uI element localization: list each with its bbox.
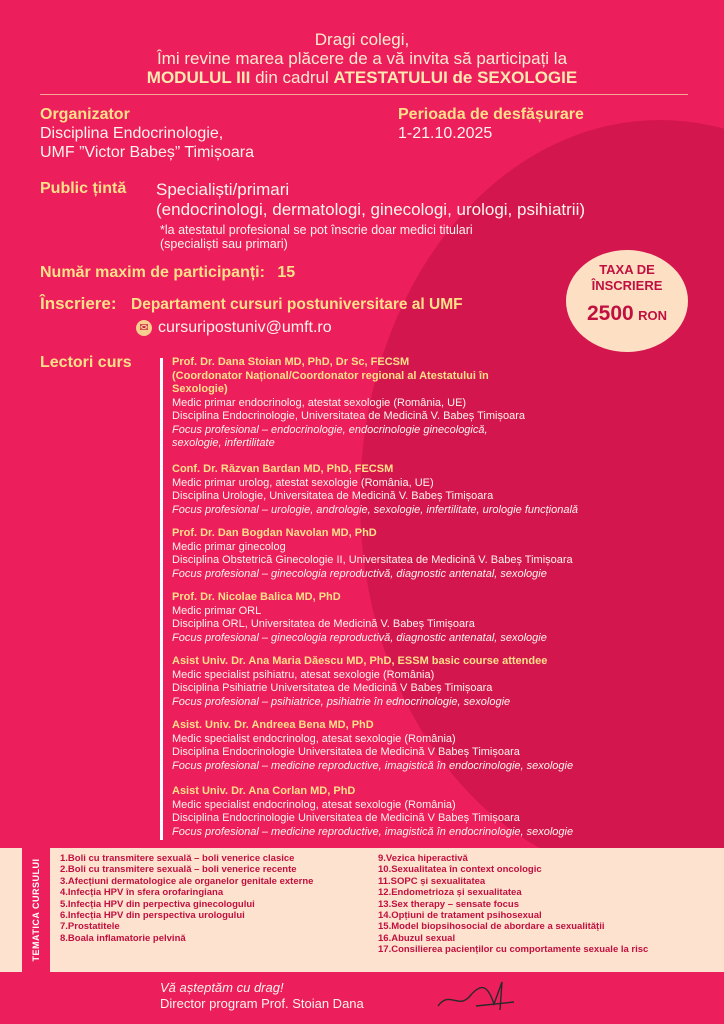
organizer-line1: Disciplina Endocrinologie, [40,125,224,142]
enroll-label: Înscriere: [40,294,117,313]
topic-item: 17.Consilierea pacienților cu comportamente sexuale la risc [378,944,649,956]
topic-item: 7.Prostatitele [60,921,120,933]
lecturer-3 [172,527,692,581]
lecturer-4 [172,591,692,645]
lecturer-name: Asist. Univ. Dr. Andreea Bena MD, PhD [172,719,374,731]
period-block [398,106,584,143]
email-row [136,318,332,337]
lecturers-line [160,358,163,840]
lecturer-focus: Focus profesional – medicine reproductive, imagistică în endocrinologie, sexologie [172,825,574,838]
lecturer-7 [172,785,692,839]
lecturer-name: Asist Univ. Dr. Ana Maria Dăescu MD, PhD, ESSM basic course attendee [172,655,548,667]
organizer-line2: UMF ”Victor Babeș” Timișoara [40,144,254,161]
topics-right-column [378,853,648,956]
email-link[interactable]: cursuripostuniv@umft.ro [158,319,332,336]
lecturer-department: Disciplina Urologie, Universitatea de Medicină V. Babeș Timișoara [172,490,494,502]
lecturer-focus: Focus profesional – psihiatrice, psihiatrie în ednocrinologie, sexologie [172,695,511,708]
audience-line1: Specialiști/primari [156,180,290,199]
topics-label: TEMATICA CURSULUI [31,858,41,962]
organizer-label: Organizator [40,106,130,123]
lecturer-6 [172,719,692,773]
topics-left-column [60,853,313,944]
audience-note1: *la atestatul profesional se pot înscrie doar medici titulari [160,223,473,237]
topic-item: 6.Infecția HPV din perspectiva urologului [60,910,245,922]
lecturer-position: Medic primar ORL [172,604,262,617]
lecturer-department: Disciplina Endocrinologie Universitatea de Medicină V Babeș Timișoara [172,812,520,824]
atestat-name: ATESTATULUI de SEXOLOGIE [333,68,578,87]
lecturer-focus: Focus profesional – urologie, andrologie, sexologie, infertilitate, urologie funcțională [172,503,579,516]
lecturers-label: Lectori curs [40,354,132,371]
lecturer-5 [172,655,692,709]
audience-label: Public țintă [40,180,127,197]
topic-item: 3.Afecțiuni dermatologice ale organelor genitale externe [60,875,314,887]
topic-item: 11.SOPC și sexualitatea [378,875,486,887]
lecturer-2 [172,463,692,517]
max-label: Număr maxim de participanți: [40,264,265,281]
lecturer-position: Medic primar endocrinolog, atestat sexologie (România, UE) [172,396,467,409]
lecturer-position: Medic specialist endocrinolog, atesat sexologie (România) [172,732,456,745]
lecturer-department: Disciplina ORL, Universitatea de Medicină V. Babeș Timișoara [172,618,475,630]
lecturer-department: Disciplina Endocrinologie Universitatea de Medicină V Babeș Timișoara [172,746,520,758]
module-mid: din cadrul [250,68,334,87]
topic-item: 12.Endometrioza și sexualitatea [378,887,522,899]
topic-item: 5.Infecția HPV din perpectiva ginecologului [60,898,255,910]
footer-greeting: Vă așteptăm cu drag! [160,980,284,995]
lecturer-focus: Focus profesional – endocrinologie, endocrinologie ginecologică, [172,423,488,436]
enroll-row [40,294,463,314]
lecturer-position: Medic primar ginecolog [172,540,286,553]
invitation-line: Îmi revine marea plăcere de a vă invita să participați la [156,49,568,68]
topic-item: 10.Sexualitatea în context oncologic [378,864,542,876]
module-name: MODULUL III [146,68,251,87]
topic-item: 13.Sex therapy – sensate focus [378,898,519,910]
topic-item: 4.Infecția HPV în sfera orofaringiana [60,887,224,899]
period-label: Perioada de desfășurare [398,106,584,123]
signature-icon [436,976,516,1016]
fee-amount: 2500 [586,302,634,325]
fee-line2: ÎNSCRIERE [591,278,663,293]
topics-label-wrap [22,848,50,972]
footer [160,980,364,1012]
lecturer-focus: Focus profesional – medicine reproductive, imagistică în endocrinologie, sexologie [172,759,574,772]
lecturer-department: Disciplina Psihiatrie Universitatea de Medicină V Babeș Timișoara [172,682,493,694]
max-value: 15 [277,264,296,281]
lecturer-name: Prof. Dr. Nicolae Balica MD, PhD [172,591,341,603]
lecturer-name: Prof. Dr. Dan Bogdan Navolan MD, PhD [172,527,377,539]
topic-item: 16.Abuzul sexual [378,932,456,944]
envelope-icon: ✉ [136,320,152,336]
lecturer-name: Asist Univ. Dr. Ana Corlan MD, PhD [172,785,356,797]
audience-block [156,180,585,251]
lecturer-focus: Focus profesional – ginecologia reproductivă, diagnostic antenatal, sexologie [172,631,547,644]
lecturer-name: Conf. Dr. Răzvan Bardan MD, PhD, FECSM [172,463,394,475]
lecturer-1 [172,356,692,451]
lecturer-role: Sexologie) [172,383,228,395]
invitation-header [0,30,724,87]
audience-line2: (endocrinologi, dermatologi, ginecologi, urologi, psihiatrii) [156,200,586,219]
topic-item: 9.Vezica hiperactivă [378,853,468,864]
lecturer-department: Disciplina Obstetrică Ginecologie II, Universitatea de Medicină V. Babeș Timișoara [172,554,573,566]
topic-item: 2.Boli cu transmitere sexuală – boli venerice recente [60,864,297,876]
lecturer-focus: sexologie, infertilitate [172,437,275,449]
fee-line1: TAXA DE [599,262,655,277]
divider [40,94,688,95]
lecturer-name: Prof. Dr. Dana Stoian MD, PhD, Dr Sc, FECSM [172,356,410,368]
fee-badge [566,250,688,352]
lecturer-position: Medic specialist psihiatru, atesat sexologie (România) [172,668,435,681]
topic-item: 15.Model biopsihosocial de abordare a sexualității [378,921,605,933]
footer-director: Director program Prof. Stoian Dana [160,996,364,1011]
lecturer-position: Medic primar urolog, atestat sexologie (România, UE) [172,476,434,489]
lecturer-position: Medic specialist endocrinolog, atesat sexologie (România) [172,798,456,811]
lecturer-department: Disciplina Endocrinologie, Universitatea de Medicină V. Babeș Timișoara [172,410,525,422]
lecturer-role: (Coordonator Național/Coordonator regional al Atestatului în [172,369,489,382]
topic-item: 1.Boli cu transmitere sexuală – boli venerice clasice [60,853,295,864]
audience-note2: (specialiști sau primari) [160,237,288,251]
greeting: Dragi colegi, [314,30,410,49]
fee-currency: RON [638,308,668,323]
topic-item: 14.Opțiuni de tratament psihosexual [378,910,542,922]
fee-amount-row [566,302,688,326]
module-line [0,68,724,87]
lecturer-focus: Focus profesional – ginecologia reproductivă, diagnostic antenatal, sexologie [172,567,547,580]
organizer-block [40,106,254,162]
period-value: 1-21.10.2025 [398,125,493,142]
topic-item: 8.Boala inflamatorie pelvină [60,932,186,944]
enroll-value: Departament cursuri postuniversitare al UMF [131,296,463,313]
max-participants [40,264,295,282]
